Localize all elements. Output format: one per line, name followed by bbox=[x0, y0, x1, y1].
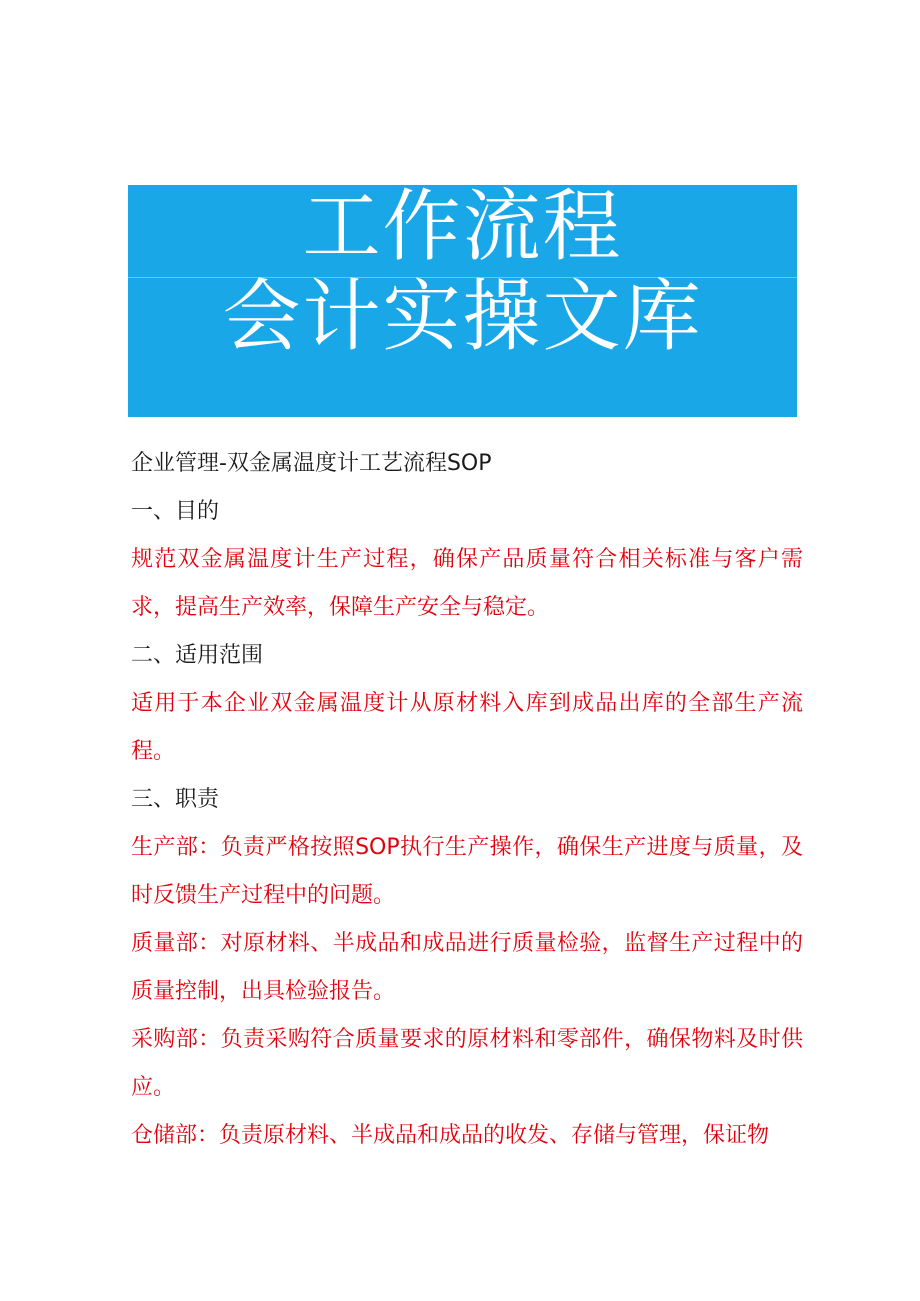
paragraph-purpose: 规范双金属温度计生产过程，确保产品质量符合相关标准与客户需求，提高生产效率，保障生产安全与稳定。 bbox=[131, 547, 803, 620]
paragraph-quality-dept: 质量部：对原材料、半成品和成品进行质量检验，监督生产过程中的质量控制，出具检验报告。 bbox=[131, 931, 803, 1004]
paragraph-purchasing-dept: 采购部：负责采购符合质量要求的原材料和零部件，确保物料及时供应。 bbox=[131, 1027, 803, 1100]
banner-title-line2: 会计实操文库 bbox=[222, 272, 703, 362]
section-heading-responsibilities: 三、职责 bbox=[131, 787, 220, 812]
document-body bbox=[131, 440, 803, 1160]
paragraph-production-dept: 生产部：负责严格按照SOP执行生产操作，确保生产进度与质量，及时反馈生产过程中的问题。 bbox=[131, 835, 803, 908]
document-title: 企业管理-双金属温度计工艺流程SOP bbox=[131, 451, 492, 476]
banner-title-line1: 工作流程 bbox=[302, 182, 623, 272]
section-heading-purpose: 一、目的 bbox=[131, 499, 220, 524]
section-heading-scope: 二、适用范围 bbox=[131, 643, 264, 668]
paragraph-warehouse-dept: 仓储部：负责原材料、半成品和成品的收发、存储与管理，保证物 bbox=[131, 1123, 770, 1148]
title-banner bbox=[128, 182, 797, 417]
paragraph-scope: 适用于本企业双金属温度计从原材料入库到成品出库的全部生产流程。 bbox=[131, 691, 803, 764]
